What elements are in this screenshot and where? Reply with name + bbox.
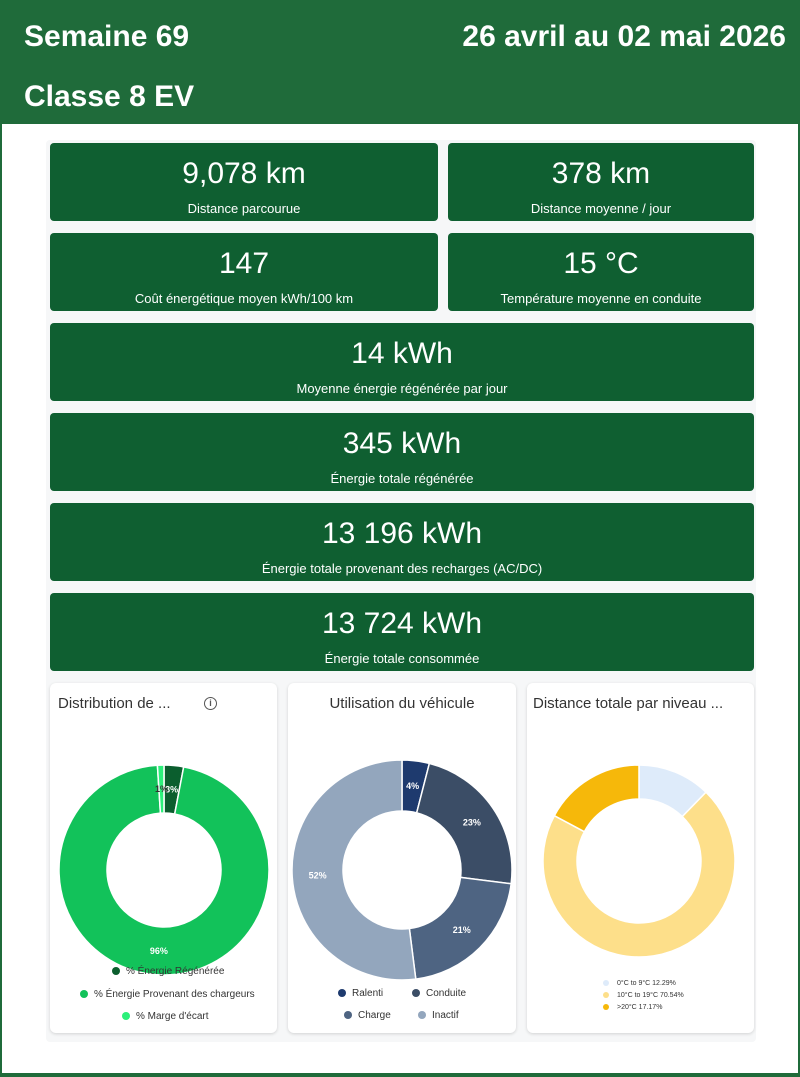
kpi-value: 14 kWh [351, 337, 453, 370]
kpi-value: 13 724 kWh [321, 607, 483, 640]
legend-swatch [603, 980, 609, 986]
kpi-value: 13 196 kWh [321, 517, 483, 550]
legend-item [122, 1011, 209, 1022]
legend-swatch [418, 1011, 426, 1019]
report-header [0, 0, 800, 124]
legend-swatch [603, 1004, 609, 1010]
date-range: 26 avril au 02 mai 2026 [462, 20, 786, 53]
legend-label: 10°C to 19°C 70.54% [617, 992, 684, 999]
legend-swatch [603, 992, 609, 998]
kpi-regen-total [50, 413, 754, 491]
kpi-recharge-total [50, 503, 754, 581]
data-label: 96% [149, 945, 168, 956]
kpi-distance [50, 143, 438, 221]
legend-label: Charge [358, 1010, 391, 1021]
vehicle-usage-card [288, 683, 516, 1033]
legend-item [603, 1004, 662, 1011]
distance-by-temperature-card [527, 683, 754, 1033]
legend-label: % Énergie Provenant des chargeurs [94, 989, 255, 1000]
legend-swatch [112, 967, 120, 975]
energy-distribution-donut [50, 723, 277, 993]
legend-swatch [338, 989, 346, 997]
legend-swatch [412, 989, 420, 997]
dashboard-inner [46, 140, 756, 1042]
kpi-label: Moyenne énergie régénérée par jour [296, 381, 508, 396]
kpi-label: Distance parcourue [187, 201, 301, 216]
legend-item [412, 988, 466, 999]
kpi-label: Énergie totale régénérée [330, 471, 474, 486]
week-title: Semaine 69 [24, 20, 190, 53]
legend-label: Inactif [432, 1010, 459, 1021]
kpi-regen-per-day [50, 323, 754, 401]
distance-by-temperature-donut [527, 723, 754, 993]
kpi-temperature [448, 233, 754, 311]
vehicle-class: Classe 8 EV [24, 80, 195, 113]
kpi-label: Distance moyenne / jour [530, 201, 672, 216]
legend-label: >20°C 17.17% [617, 1004, 663, 1011]
data-label: 1% [154, 784, 168, 795]
legend-label: 0°C to 9°C 12.29% [617, 980, 676, 987]
kpi-consumed-total [50, 593, 754, 671]
legend-item [338, 988, 383, 999]
data-label: 4% [406, 781, 420, 792]
vehicle-usage-donut [288, 723, 516, 993]
data-label: 52% [308, 870, 327, 881]
kpi-energy-cost [50, 233, 438, 311]
energy-distribution-card [50, 683, 277, 1033]
kpi-value: 147 [218, 247, 270, 280]
kpi-value: 15 °C [563, 247, 639, 280]
legend-swatch [344, 1011, 352, 1019]
legend-label: Conduite [426, 988, 467, 999]
info-icon[interactable]: i [204, 697, 217, 710]
kpi-value: 9,078 km [182, 157, 306, 190]
legend-item [603, 992, 684, 999]
kpi-avg-distance [448, 143, 754, 221]
legend-item [603, 980, 676, 987]
legend-item [112, 966, 224, 977]
chart-title: Utilisation du véhicule [329, 695, 475, 712]
kpi-label: Énergie totale provenant des recharges (AC/DC) [261, 561, 543, 576]
chart-title: Distance totale par niveau ... [533, 695, 724, 712]
donut-slice[interactable] [554, 765, 639, 832]
data-label: 3% [165, 784, 179, 795]
legend-swatch [80, 990, 88, 998]
legend-item [80, 989, 255, 1000]
dashboard-panel [2, 124, 798, 1073]
data-label: 21% [452, 924, 471, 935]
kpi-label: Coût énergétique moyen kWh/100 km [134, 291, 354, 306]
data-label: 23% [462, 817, 481, 828]
legend-label: % Énergie Régénérée [126, 966, 225, 977]
legend-label: Ralenti [352, 988, 384, 999]
kpi-value: 345 kWh [342, 427, 462, 460]
kpi-value: 378 km [551, 157, 651, 190]
kpi-label: Énergie totale consommée [324, 651, 480, 666]
chart-title: Distribution de ... [58, 695, 171, 712]
legend-label: % Marge d'écart [136, 1011, 209, 1022]
kpi-label: Température moyenne en conduite [500, 291, 702, 306]
legend-item [418, 1010, 459, 1021]
legend-item [344, 1010, 391, 1021]
legend-swatch [122, 1012, 130, 1020]
